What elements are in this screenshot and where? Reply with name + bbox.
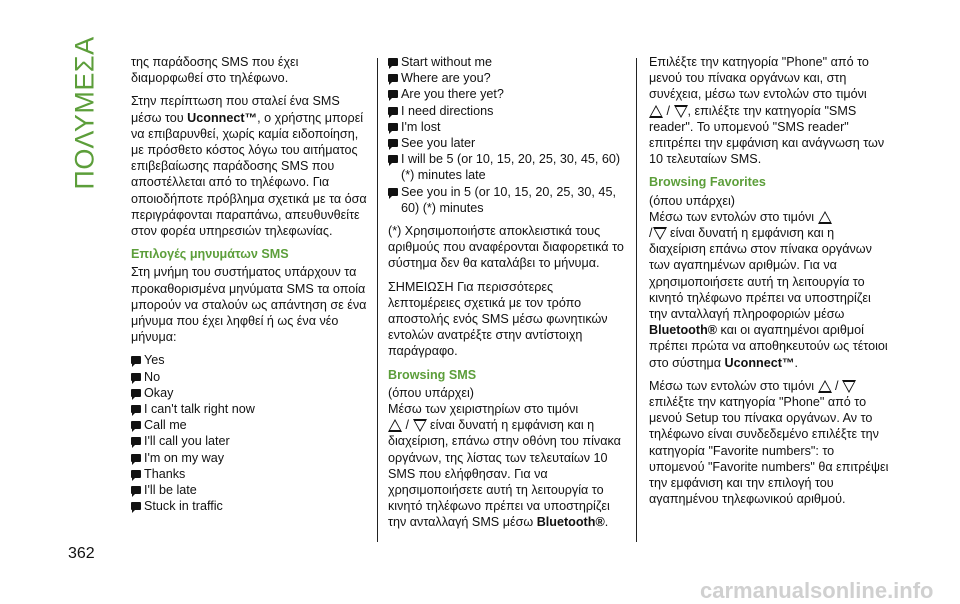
message-icon [388, 155, 398, 163]
section-heading: Browsing SMS [388, 367, 477, 382]
steering-up-arrow-icon [818, 211, 832, 224]
list-item: I'm on my way [131, 450, 367, 466]
message-icon [131, 454, 141, 462]
section-title-text: ΠΟΛΥΜΕΣΑ [69, 36, 100, 190]
steering-down-arrow-icon [653, 227, 667, 240]
column-2 [388, 54, 626, 538]
message-icon [131, 437, 141, 445]
list-item: No [131, 369, 367, 385]
list-item: Call me [131, 417, 367, 433]
list-item: I can't talk right now [131, 401, 367, 417]
list-item: Where are you? [388, 70, 626, 86]
section-heading: Browsing Favorites [649, 175, 766, 190]
list-item: See you later [388, 135, 626, 151]
paragraph: (*) Χρησιμοποιήστε αποκλειστικά τους αριθμούς που αναφέρονται διαφορετικά το σύστημα δεν θα καταλάβει το μήνυμα. [388, 224, 624, 271]
list-item: Stuck in traffic [131, 498, 367, 514]
steering-down-arrow-icon [842, 380, 856, 393]
message-icon [131, 421, 141, 429]
page-number: 362 [68, 545, 95, 562]
list-item: Yes [131, 352, 367, 368]
message-icon [131, 373, 141, 381]
paragraph: Στην περίπτωση που σταλεί ένα SMS μέσω του Uconnect™, ο χρήστης μπορεί να επιβαρυνθεί, χωρίς καμία ειδοποίηση, με πρόσθετο κόστος λόγω του αιτήματος επιβεβαίωσης παράδοσης SMS που αποστέλλεται από το τηλέφωνο. Για οποιοδήποτε πρόβλημα σχετικά με τα όσα περιγράφονται παραπάνω, απευθυνθείτε στον φορέα υπηρεσιών τηλεφωνίας. [131, 94, 367, 239]
column-divider [377, 58, 378, 542]
section-title [60, 38, 110, 188]
paragraph: Μέσω των εντολών στο τιμόνι / επιλέξτε την κατηγορία "Phone" από το μενού Setup του πίνακα οργάνων. Αν το τηλέφωνο είναι συνδεδεμένο επιλέξτε την κατηγορία "Favorite numbers": το υπομενού "Favorite numbers" θα επιτρέψει την εμφάνιση και την επιλογή του αγαπημένου τηλεφωνικού αριθμού. [649, 378, 889, 507]
paragraph: της παράδοσης SMS που έχει διαμορφωθεί στο τηλέφωνο. [131, 55, 299, 86]
paragraph: Μέσω των εντολών στο τιμόνι / είναι δυνατή η εμφάνιση και η διαχείριση επάνω στον πίνακα οργάνων των αγαπημένων αριθμών. Για να χρησιμοποιήσετε αυτή τη λειτουργία το κινητό τηλέφωνο πρέπει να υποστηρίζει την ανταλλαγή πληροφοριών μέσω Bluetooth® και οι αγαπημένοι αριθμοί πρέπει πρώτα να αποθηκευτούν ως τέτοιοι στο σύστημα Uconnect™. [649, 209, 888, 370]
steering-down-arrow-icon [413, 419, 427, 432]
list-item: Are you there yet? [388, 86, 626, 102]
steering-up-arrow-icon [818, 380, 832, 393]
message-icon [388, 188, 398, 196]
list-item: Start without me [388, 54, 626, 70]
availability-note: (όπου υπάρχει) [649, 193, 735, 208]
message-list [388, 54, 626, 216]
column-3 [649, 54, 889, 514]
message-icon [388, 123, 398, 131]
paragraph: Στη μνήμη του συστήματος υπάρχουν τα προκαθορισμένα μηνύματα SMS τα οποία μπορούν να σταλούν ως απάντηση σε ένα μήνυμα που έχει ληφθεί ή ως ένα νέο μήνυμα: [131, 265, 367, 345]
message-icon [131, 502, 141, 510]
message-icon [131, 486, 141, 494]
availability-note: (όπου υπάρχει) [388, 385, 474, 400]
list-item: I need directions [388, 103, 626, 119]
list-item: I will be 5 (or 10, 15, 20, 25, 30, 45, 60) (*) minutes late [388, 151, 626, 183]
list-item: I'm lost [388, 119, 626, 135]
message-icon [388, 139, 398, 147]
message-icon [388, 74, 398, 82]
watermark-url: carmanualsonline.info [700, 578, 934, 603]
message-icon [131, 470, 141, 478]
message-icon [388, 58, 398, 66]
list-item: Thanks [131, 466, 367, 482]
section-heading: Επιλογές μηνυμάτων SMS [131, 247, 289, 262]
steering-up-arrow-icon [388, 419, 402, 432]
steering-down-arrow-icon [674, 105, 688, 118]
list-item: I'll be late [131, 482, 367, 498]
paragraph: Επιλέξτε την κατηγορία "Phone" από το μενού του πίνακα οργάνων και, στη συνέχεια, μέσω των εντολών στο τιμόνι / , επιλέξτε την κατηγορία "SMS reader". Το υπομενού "SMS reader" επιτρέπει την εμφάνιση και ανάγνωση των 10 τελευταίων SMS. [649, 55, 885, 167]
message-list [131, 352, 367, 514]
message-icon [388, 90, 398, 98]
steering-up-arrow-icon [649, 105, 663, 118]
paragraph: Μέσω των χειριστηρίων στο τιμόνι / είναι δυνατή η εμφάνιση και η διαχείριση, επάνω στην οθόνη του πίνακα οργάνων, της λίστας των τελευταίων 10 SMS που ελήφθησαν. Για να χρησιμοποιήσετε αυτή τη λειτουργία το κινητό τηλέφωνο πρέπει να υποστηρίζει την ανταλλαγή SMS μέσω Bluetooth®. [388, 402, 621, 530]
message-icon [131, 356, 141, 364]
message-icon [131, 389, 141, 397]
message-icon [131, 405, 141, 413]
list-item: Okay [131, 385, 367, 401]
list-item: See you in 5 (or 10, 15, 20, 25, 30, 45, 60) (*) minutes [388, 184, 626, 216]
list-item: I'll call you later [131, 433, 367, 449]
column-1 [131, 54, 367, 521]
note-paragraph: ΣΗΜΕΙΩΣΗ Για περισσότερες λεπτομέρειες σχετικά με τον τρόπο αποστολής ενός SMS μέσω φωνητικών εντολών ανατρέξτε στην αντίστοιχη παράγραφο. [388, 279, 608, 359]
column-divider [636, 58, 637, 542]
message-icon [388, 107, 398, 115]
